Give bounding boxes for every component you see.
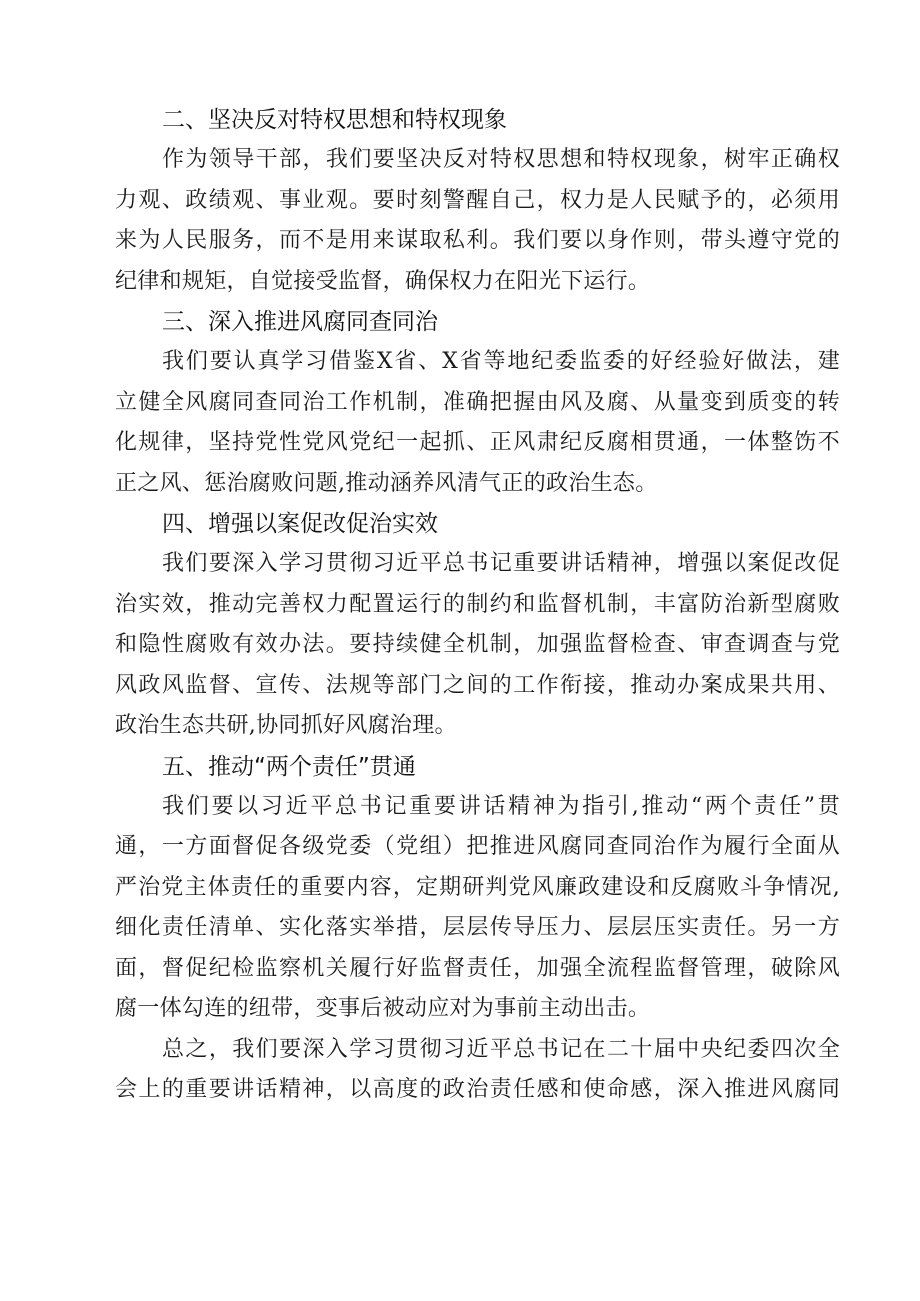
closing-paragraph [115,1030,840,1111]
section-5 [115,747,840,1030]
section-paragraph [115,140,840,302]
paragraph-line: 我们要认真学习借鉴X省、X省等地纪委监委的好经验好做法，建 [162,349,840,374]
section-heading: 五、推动“两个责任”贯通 [162,753,416,780]
section-paragraph [115,787,840,1030]
paragraph-line: 风政风监督、宣传、法规等部门之间的工作衔接，推动办案成果共用、 [115,672,840,698]
paragraph-line: 治实效，推动完善权力配置运行的制约和监督机制，丰富防治新型腐败 [115,591,840,617]
paragraph-line: 会上的重要讲话精神，以高度的政治责任感和使命感，深入推进风腐同 [115,1077,840,1102]
section-paragraph [115,342,840,504]
paragraph-line: 和隐性腐败有效办法。要持续健全机制，加强监督检查、审查调查与党 [115,632,840,657]
section-3 [115,302,840,504]
section-paragraph [115,544,840,747]
section-heading: 三、深入推进风腐同查同治 [162,309,438,335]
section-4 [115,504,840,747]
paragraph-line: 力观、政绩观、事业观。要时刻警醒自己，权力是人民赋予的，必须用 [115,187,840,213]
paragraph-line: 通，一方面督促各级党委（党组）把推进风腐同查同治作为履行全面从 [115,834,840,859]
paragraph-line: 严治党主体责任的重要内容，定期研判党风廉政建设和反腐败斗争情况, [115,874,840,900]
paragraph-line: 正之风、惩治腐败问题,推动涵养风清气正的政治生态。 [115,470,658,496]
paragraph-line: 作为领导干部，我们要坚决反对特权思想和特权现象，树牢正确权 [162,147,840,172]
paragraph-line: 细化责任清单、实化落实举措，层层传导压力、层层压实责任。另一方 [115,915,840,940]
closing-section [115,1030,840,1111]
paragraph-line: 我们要深入学习贯彻习近平总书记重要讲话精神，增强以案促改促 [162,551,840,576]
section-2 [115,100,840,302]
paragraph-line: 我们要以习近平总书记重要讲话精神为指引,推动“两个责任”贯 [162,793,840,819]
paragraph-line: 来为人民服务，而不是用来谋取私利。我们要以身作则，带头遵守党的 [115,228,840,253]
document-page [115,100,840,1111]
paragraph-line: 立健全风腐同查同治工作机制，准确把握由风及腐、从量变到质变的转 [115,389,840,415]
paragraph-line: 纪律和规矩，自觉接受监督，确保权力在阳光下运行。 [115,268,651,294]
paragraph-line: 面，督促纪检监察机关履行好监督责任，加强全流程监督管理，破除风 [115,955,840,981]
paragraph-line: 政治生态共研,协同抓好风腐治理。 [115,713,457,738]
paragraph-line: 总之，我们要深入学习贯彻习近平总书记在二十届中央纪委四次全 [162,1036,840,1062]
section-heading: 二、坚决反对特权思想和特权现象 [162,107,507,133]
section-heading: 四、增强以案促改促治实效 [162,511,438,537]
paragraph-line: 腐一体勾连的纽带，变事后被动应对为事前主动出击。 [115,996,651,1021]
paragraph-line: 化规律，坚持党性党风党纪一起抓、正风肃纪反腐相贯通，一体整饬不 [115,430,840,455]
